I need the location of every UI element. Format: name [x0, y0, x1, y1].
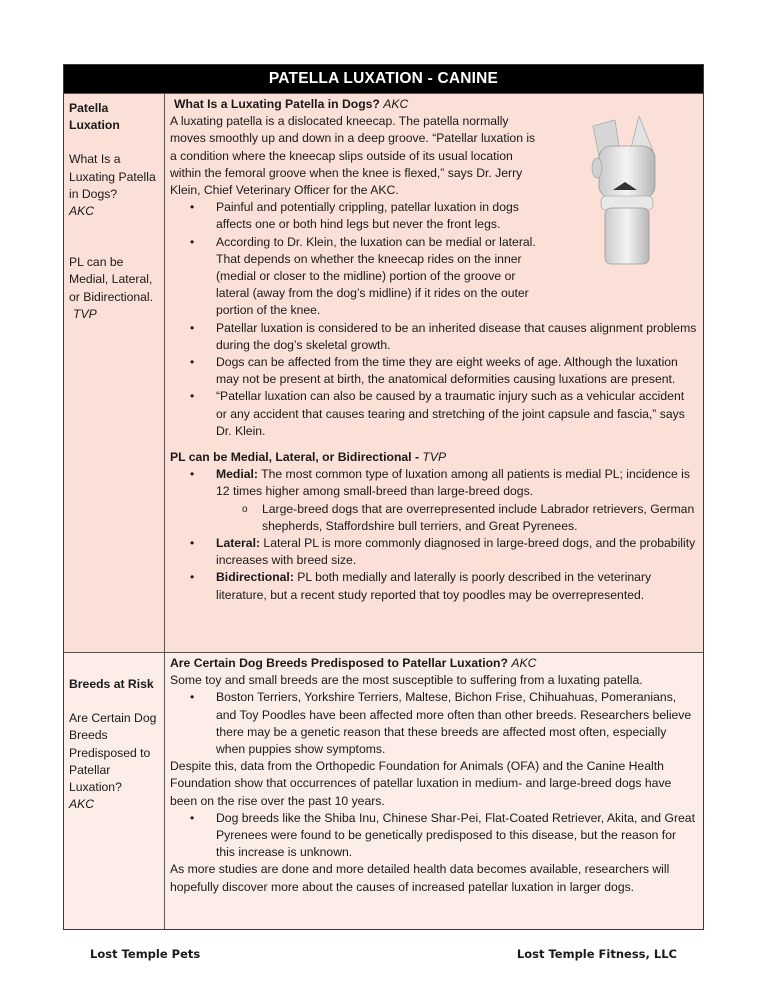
list-item: • Patellar luxation is considered to be an inherited disease that causes alignment problems during the dog’s skeletal growth.: [216, 320, 697, 354]
info-table: [63, 64, 704, 930]
intro-paragraph: Some toy and small breeds are the most susceptible to suffering from a luxating patella.: [170, 673, 643, 688]
section-label-column: [64, 653, 165, 929]
bullet-list: [170, 689, 697, 758]
list-item: • Lateral: Lateral PL is more commonly diagnosed in large-breed dogs, and the probability increases with breed size.: [216, 535, 697, 569]
footer-left: Lost Temple Pets: [90, 947, 201, 961]
source-label: AKC: [69, 797, 95, 812]
section-content: [165, 653, 703, 929]
block-heading: Are Certain Dog Breeds Predisposed to Patellar Luxation? AKC: [170, 656, 537, 670]
block-heading: PL can be Medial, Lateral, or Bidirectional - TVP: [170, 450, 447, 465]
bullet-list: [170, 199, 697, 440]
sub-bullet-list: [216, 501, 697, 535]
source-label: TVP: [422, 450, 447, 465]
bullet-list: [170, 810, 697, 862]
footer-right: Lost Temple Fitness, LLC: [516, 947, 677, 961]
list-item: • Painful and potentially crippling, patellar luxation in dogs affects one or both hind legs but never the front legs.: [216, 199, 542, 233]
paragraph: As more studies are done and more detailed health data becomes available, researchers will hopefully discover more about the causes of increased patellar luxation in larger dogs.: [170, 862, 670, 894]
section-heading: Patella Luxation: [69, 101, 120, 133]
section-subtopic: Are Certain Dog Breeds Predisposed to Patellar Luxation?: [69, 711, 157, 795]
page-title: PATELLA LUXATION - CANINE: [64, 65, 703, 93]
list-item: • According to Dr. Klein, the luxation can be medial or lateral. That depends on whether the kneecap rides on the inner (medial or closer to the midline) portion of the groove or lateral (away from the dog’s midline) if it rides on the outer portion of the knee.: [216, 234, 697, 320]
section-breeds-at-risk: [64, 652, 703, 929]
list-item: o Large-breed dogs that are overrepresented include Labrador retrievers, German shepherds, Staffordshire bull terriers, and Great Pyrenees.: [262, 501, 697, 535]
intro-paragraph: A luxating patella is a dislocated kneecap. The patella normally moves smoothly up and down in a deep groove. “Patellar luxation is a condition where the kneecap slips outside of its usual location within the femoral groove when the knee is flexed,” says Dr. Jerry Klein, Chief Veterinary Officer for the AKC.: [170, 114, 536, 198]
section-subtopic: What Is a Luxating Patella in Dogs?: [69, 152, 156, 201]
source-label: AKC: [511, 656, 537, 670]
list-item: • Medial: The most common type of luxation among all patients is medial PL; incidence is 12 times higher among small-breed than large-breed dogs. o Large-breed dogs that are overrepresented include Labrador retrievers, German shepherds, Staffordshire bull terriers, and Great Pyrenees.: [216, 466, 697, 535]
list-item: • Dog breeds like the Shiba Inu, Chinese Shar-Pei, Flat-Coated Retriever, Akita, and Great Pyrenees were found to be genetically predisposed to this disease, but the reason for this increase is unknown.: [216, 810, 697, 862]
section-content: [165, 94, 703, 652]
list-item: • Boston Terriers, Yorkshire Terriers, Maltese, Bichon Frise, Chihuahuas, Pomeranians, and Toy Poodles have been affected more often than other breeds. Researchers believe there may be a genetic reason that these breeds are affected most often, especially when puppies show symptoms.: [216, 689, 697, 758]
block-heading: What Is a Luxating Patella in Dogs? AKC: [174, 97, 409, 111]
section-patella-luxation: [64, 93, 703, 652]
section-heading: Breeds at Risk: [69, 677, 154, 691]
list-item: • Bidirectional: PL both medially and laterally is poorly described in the veterinary literature, but a recent study reported that toy poodles may be overrepresented.: [216, 569, 697, 603]
source-label: AKC: [383, 97, 409, 111]
paragraph: Despite this, data from the Orthopedic Foundation for Animals (OFA) and the Canine Health Foundation show that occurrences of patellar luxation in medium- and large-breed dogs have been on the rise over the past 10 years.: [170, 759, 672, 808]
bullet-list: [170, 466, 697, 604]
section-label-column: [64, 94, 165, 652]
source-label: AKC: [69, 204, 95, 219]
section-subtopic: PL can be Medial, Lateral, or Bidirectional.: [69, 255, 153, 304]
list-item: • Dogs can be affected from the time they are eight weeks of age. Although the luxation may not be present at birth, the anatomical deformities causing luxations are present.: [216, 354, 697, 388]
source-label: TVP: [73, 306, 97, 321]
list-item: • “Patellar luxation can also be caused by a traumatic injury such as a vehicular accident or any accident that causes tearing and stretching of the joint capsule and fascia,” says Dr. Klein.: [216, 388, 697, 440]
